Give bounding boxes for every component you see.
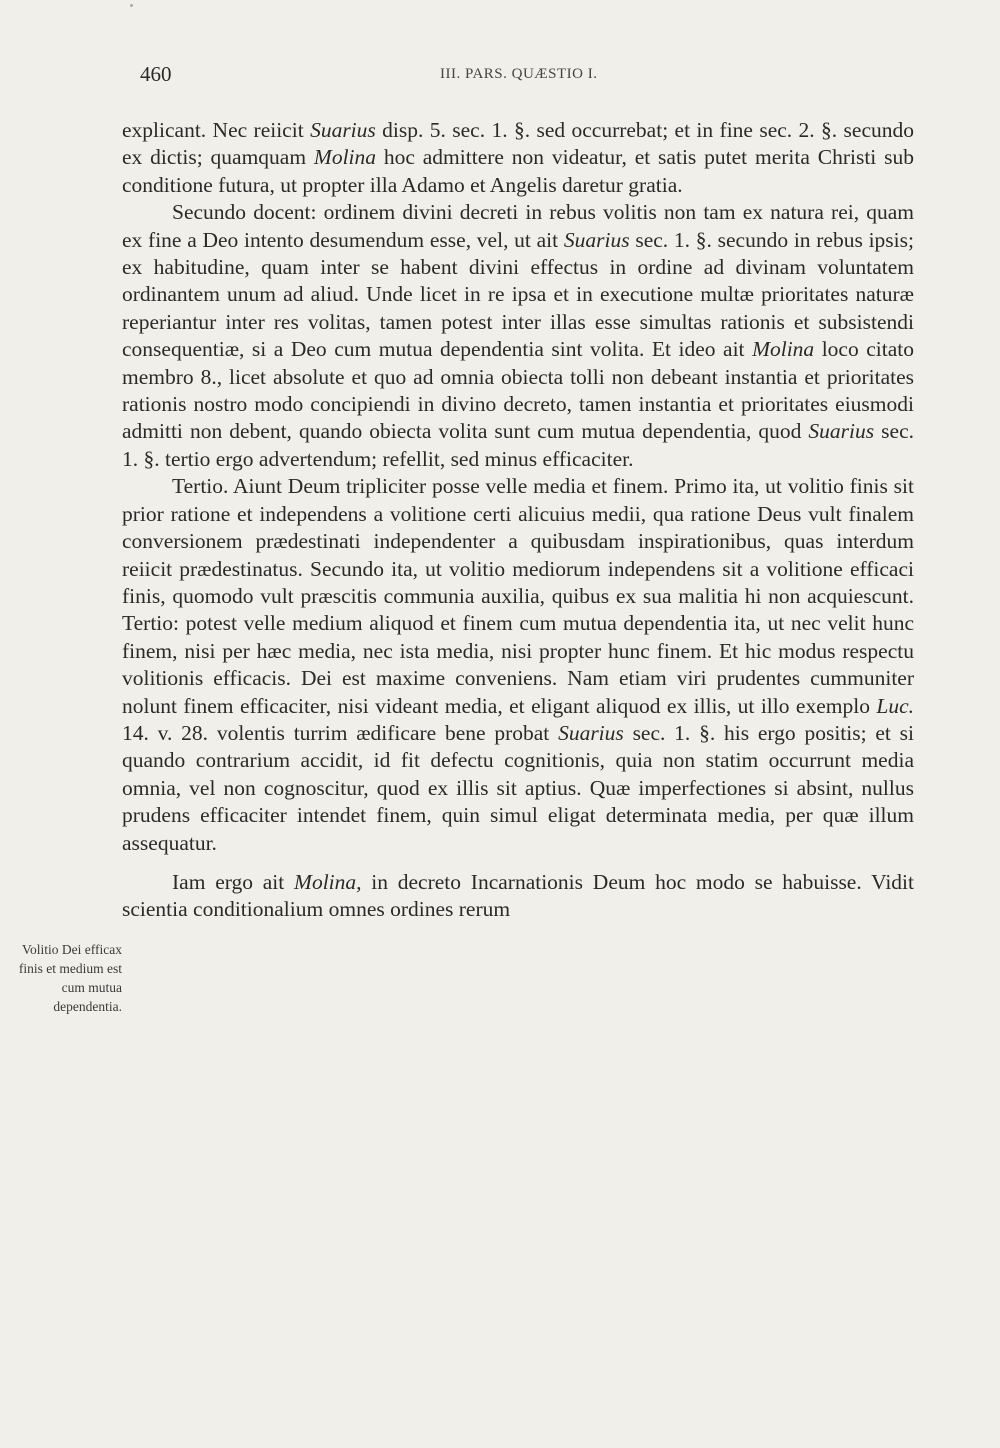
- italic-citation: Luc.: [876, 693, 914, 718]
- paragraph-2: [122, 199, 914, 473]
- text-run: in decreto Incarnationis Deum hoc modo se habuisse. Vidit scientia conditionalium omnes ordines rerum: [122, 869, 915, 922]
- paragraph-1: [122, 117, 914, 199]
- text-run: sec. 1. §. his ergo positis; et si quando contrarium accidit, id fit defectu cognitionis, quia non statim occurrunt media omnia, vel non cognoscitur, quod ex illis sit aptius. Quæ imperfectiones si absint, nullus prudens efficaciter intendet finem, quin simul eligat determinata media, per quæ illum assequatur.: [122, 720, 915, 855]
- text-run: 14. v. 28. volentis turrim ædificare bene probat: [122, 720, 559, 745]
- text-run: Tertio. Aiunt Deum tripliciter posse velle media et finem. Primo ita, ut volitio finis sit prior ratione et independens a volitione certi alicuius medii, qua ratione Deus vult finalem conversionem prædestinati independenter a quibusdam inspirationibus, quas interdum reiicit prædestinatus. Secundo ita, ut volitio mediorum independens sit a volitione efficaci finis, quomodo vult præscitis communia auxilia, quibus ex sua malitia hi non acquiescunt. Tertio: potest velle medium aliquod et finem cum mutua dependentia ita, ut nec velit hunc finem, nisi per hæc media, nec ista media, nisi propter hunc finem. Et hic modus respectu volitionis efficacis. Dei est maxime conveniens. Nam etiam viri prudentes cummuniter nolunt finem efficaciter, nisi videant media, et eligant aliquod ex illis, ut illo exemplo: [122, 474, 914, 718]
- body-text: [122, 117, 914, 924]
- text-run: explicant. Nec reiicit: [122, 118, 311, 142]
- print-speck: [130, 4, 133, 7]
- page-number: 460: [140, 62, 172, 86]
- running-head: III. PARS. QUÆSTIO I.: [440, 66, 598, 82]
- text-run: hoc admittere non videatur, et satis putet merita Christi sub conditione futura, ut propter illa Adamo et Angelis daretur gratia.: [122, 145, 914, 197]
- italic-citation: Suarius: [563, 227, 630, 252]
- italic-citation: Suarius: [558, 720, 624, 745]
- text-run: Secundo docent: ordinem divini decreti in rebus volitis non tam ex natura rei, quam ex fine a Deo intento desumendum esse, vel, ut ait: [122, 200, 914, 252]
- italic-citation: Suarius: [808, 419, 875, 444]
- paragraph-4: [122, 869, 914, 924]
- paragraph-3: [122, 473, 914, 857]
- margin-note: Volitio Dei efficax finis et medium est cum mutua dependentia.: [18, 942, 122, 1014]
- italic-citation: Molina: [313, 145, 377, 170]
- text-run: Iam ergo ait: [172, 869, 295, 894]
- text-run: sec. 1. §. tertio ergo advertendum; refellit, sed minus efficaciter.: [122, 419, 915, 471]
- italic-citation: Suarius: [310, 118, 376, 142]
- italic-citation: Molina,: [294, 869, 362, 894]
- page-header: [140, 62, 920, 92]
- text-run: loco citato membro 8., licet absolute et quo ad omnia obiecta tolli non debeant instantia et prioritates rationis nostro modo concipiendi in divino decreto, tamen instantia et prioritates eiusmodi admitti non debent, quando obiecta volita sunt cum mutua dependentia, quod: [122, 337, 914, 444]
- italic-citation: Molina: [752, 337, 815, 362]
- text-run: disp. 5. sec. 1. §. sed occurrebat; et in fine sec. 2. §. secundo ex dictis; quamquam: [122, 118, 914, 170]
- text-run: sec. 1. §. secundo in rebus ipsis; ex habitudine, quam inter se habent divini effectus in ordine ad divinam voluntatem ordinantem unum ad aliud. Unde licet in re ipsa et in executione multæ prioritates naturæ reperiantur inter res volitas, tamen potest inter illas esse simultas rationis et subsistendi consequentiæ, si a Deo cum mutua dependentia sint volita. Et ideo ait: [122, 227, 914, 362]
